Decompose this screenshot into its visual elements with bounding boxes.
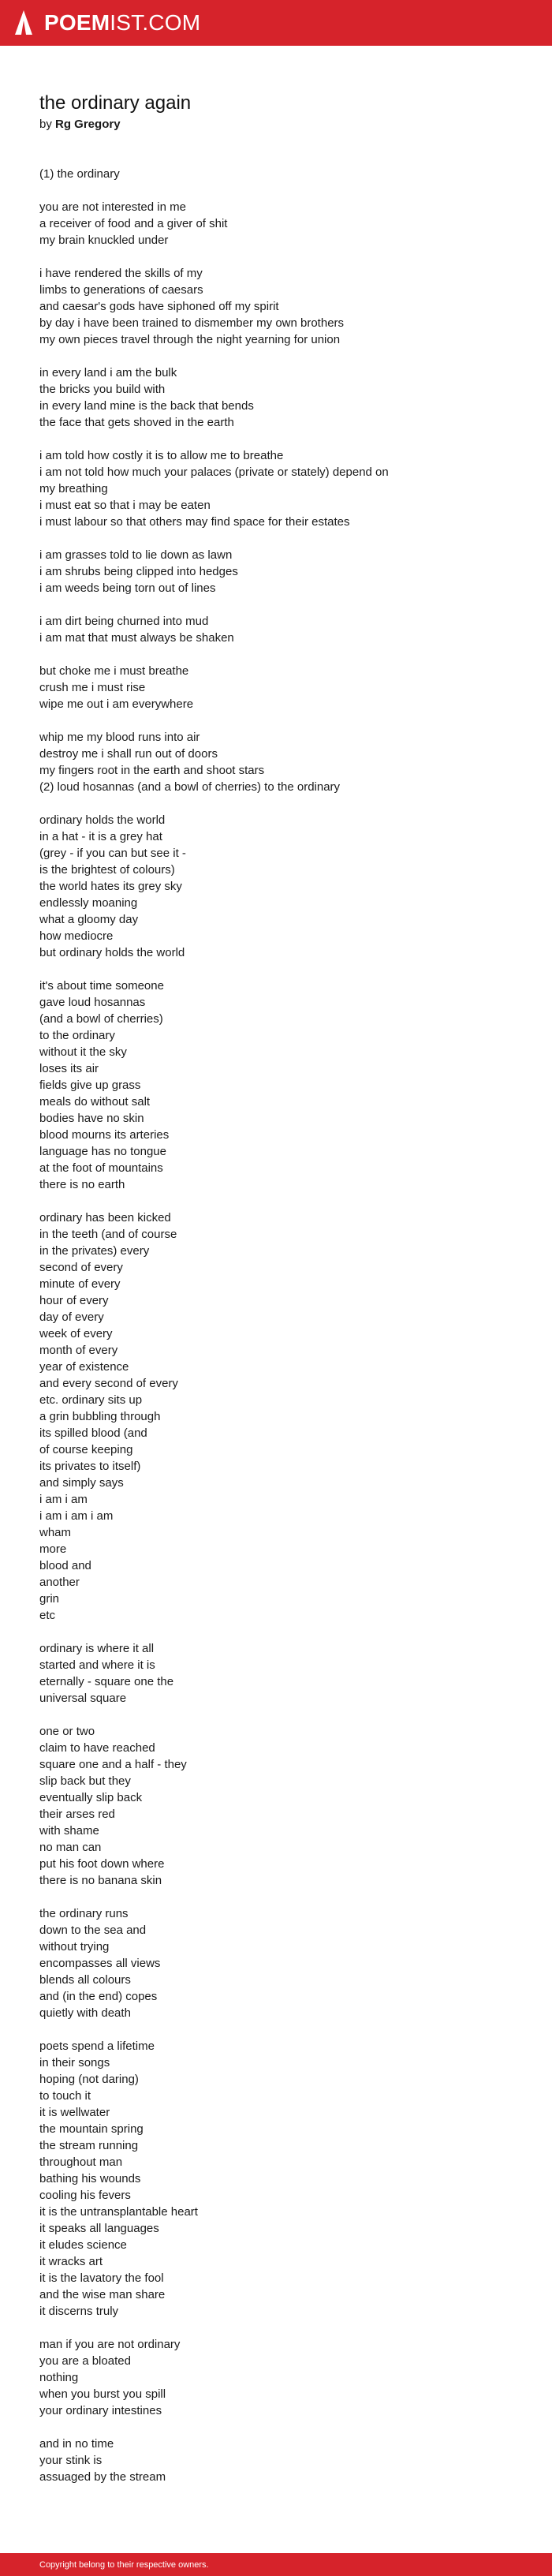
poem-line: ordinary is where it all [39, 1642, 155, 1655]
poem-line: a grin bubbling through [39, 1410, 161, 1423]
poem-line: there is no banana skin [39, 1874, 162, 1887]
poem-line: by day i have been trained to dismember my own brothers [39, 316, 345, 330]
poem-line: nothing [39, 2371, 79, 2384]
poem-stanza [39, 199, 528, 249]
poem-line: in the teeth (and of course [39, 1228, 177, 1241]
site-footer [0, 2553, 552, 2576]
poem-line: the face that gets shoved in the earth [39, 416, 234, 429]
poem-stanza [39, 663, 528, 712]
poem-line: without it the sky [39, 1045, 127, 1059]
poem-line: but choke me i must breathe [39, 664, 189, 678]
poem-line: slip back but they [39, 1774, 131, 1788]
poem-line: i am told how costly it is to allow me to breathe [39, 449, 284, 462]
poem-line: (2) loud hosannas (and a bowl of cherries) to the ordinary [39, 780, 341, 794]
poem-line: i am not told how much your palaces (private or stately) depend on [39, 465, 389, 479]
poem-line: blood and [39, 1559, 91, 1572]
poem-line: more [39, 1542, 67, 1556]
poem-line: square one and a half - they [39, 1758, 187, 1771]
poem-line: put his foot down where [39, 1857, 165, 1871]
poem-line: and caesar's gods have siphoned off my spirit [39, 300, 279, 313]
poem-line: when you burst you spill [39, 2387, 166, 2401]
poem-line: its privates to itself) [39, 1460, 141, 1473]
poem-line: gave loud hosannas [39, 996, 146, 1009]
poem-line: ordinary holds the world [39, 813, 166, 827]
poem-line: it discerns truly [39, 2305, 119, 2318]
poem-line: to touch it [39, 2089, 91, 2103]
poem-line: encompasses all views [39, 1957, 161, 1970]
poem-line: blood mourns its arteries [39, 1128, 170, 1142]
poem-line: and simply says [39, 1476, 124, 1490]
byline [39, 117, 528, 133]
logo-text [44, 9, 200, 37]
poem-line: without trying [39, 1940, 110, 1953]
poem-line: crush me i must rise [39, 681, 146, 694]
poem-line: fields give up grass [39, 1079, 141, 1092]
poem-line: started and where it is [39, 1658, 155, 1672]
poem-line: i am i am [39, 1493, 88, 1506]
poem-line: there is no earth [39, 1178, 125, 1191]
poem-line: the stream running [39, 2139, 139, 2152]
poem-line: my brain knuckled under [39, 234, 169, 247]
poem-stanza [39, 1640, 528, 1707]
poem-line: to the ordinary [39, 1029, 115, 1042]
poem-line: wipe me out i am everywhere [39, 697, 194, 711]
poem-stanza [39, 2436, 528, 2485]
poem-line: etc. ordinary sits up [39, 1393, 143, 1407]
poem-line: you are not interested in me [39, 200, 186, 214]
poem-line: your stink is [39, 2454, 103, 2467]
poem-line: is the brightest of colours) [39, 863, 175, 877]
poem-line: eternally - square one the [39, 1675, 174, 1688]
poem-line: (grey - if you can but see it - [39, 847, 186, 860]
poem-line: in every land i am the bulk [39, 366, 177, 379]
poem-line: man if you are not ordinary [39, 2338, 181, 2351]
site-logo[interactable] [14, 9, 200, 37]
poem-line: i am shrubs being clipped into hedges [39, 565, 238, 578]
poem-line: ordinary has been kicked [39, 1211, 171, 1224]
poem-stanza [39, 812, 528, 961]
poem-line: throughout man [39, 2155, 123, 2169]
poem-line: how mediocre [39, 929, 114, 943]
copyright-text: Copyright belong to their respective owners. [39, 2560, 209, 2570]
poem-line: i am weeds being torn out of lines [39, 581, 216, 595]
poem-line: hoping (not daring) [39, 2073, 139, 2086]
poem-line: i am mat that must always be shaken [39, 631, 234, 645]
poem-line: (1) the ordinary [39, 167, 120, 181]
poem-line: endlessly moaning [39, 896, 138, 910]
poem-line: no man can [39, 1841, 102, 1854]
poem-line: i must eat so that i may be eaten [39, 499, 211, 512]
logo-text-light: IST.COM [110, 10, 201, 35]
poem-line: wham [39, 1526, 72, 1539]
poem-line: loses its air [39, 1062, 99, 1075]
poem-line: i am dirt being churned into mud [39, 615, 209, 628]
poem-line: i am i am i am [39, 1509, 114, 1523]
poem-stanza [39, 2336, 528, 2419]
by-label: by [39, 118, 52, 131]
poem-line: with shame [39, 1824, 99, 1838]
poem-line: my fingers root in the earth and shoot stars [39, 764, 265, 777]
poem-line: it wracks art [39, 2255, 103, 2268]
poem-line: your ordinary intestines [39, 2404, 162, 2417]
poem-line: quietly with death [39, 2006, 131, 2020]
poem-line: at the foot of mountains [39, 1161, 163, 1175]
poem-stanza [39, 365, 528, 431]
poem-line: year of existence [39, 1360, 129, 1374]
poem-line: it is the lavatory the fool [39, 2271, 164, 2285]
poem-line: my breathing [39, 482, 108, 495]
poem-line: it eludes science [39, 2238, 127, 2252]
poem-line: claim to have reached [39, 1741, 155, 1755]
poem-line: cooling his fevers [39, 2189, 131, 2202]
poem-line: meals do without salt [39, 1095, 151, 1109]
poem-line: in every land mine is the back that bends [39, 399, 254, 413]
poem-line: grin [39, 1592, 60, 1606]
poem-stanza [39, 978, 528, 1193]
poem-line: i am grasses told to lie down as lawn [39, 548, 233, 562]
poem-stanza [39, 447, 528, 530]
poem-stanza [39, 1723, 528, 1889]
poem-stanza [39, 1905, 528, 2021]
poem-line: limbs to generations of caesars [39, 283, 203, 297]
poem-line: and every second of every [39, 1377, 178, 1390]
poem-stanza [39, 265, 528, 348]
poem-line: its spilled blood (and [39, 1426, 147, 1440]
poem-line: in the privates) every [39, 1244, 150, 1258]
poem-line: in their songs [39, 2056, 110, 2069]
poem-line: it is the untransplantable heart [39, 2205, 198, 2219]
poem-article [39, 92, 528, 2502]
poem-line: the ordinary runs [39, 1907, 129, 1920]
poem-line: in a hat - it is a grey hat [39, 830, 162, 843]
author-name[interactable]: Rg Gregory [55, 118, 121, 131]
poem-title: the ordinary again [39, 92, 192, 114]
poem-line: it is wellwater [39, 2106, 110, 2119]
poem-stanza [39, 547, 528, 596]
poem-line: it speaks all languages [39, 2222, 159, 2235]
poem-stanza [39, 1209, 528, 1624]
poem-line: and the wise man share [39, 2288, 166, 2301]
poem-line: another [39, 1576, 80, 1589]
poem-line: the world hates its grey sky [39, 880, 182, 893]
poem-line: the bricks you build with [39, 383, 166, 396]
site-header [0, 0, 552, 46]
poem-line: of course keeping [39, 1443, 133, 1456]
logo-text-bold: POEM [44, 10, 110, 35]
poem-line: what a gloomy day [39, 913, 139, 926]
poem-line: universal square [39, 1692, 127, 1705]
poem-line: blends all colours [39, 1973, 131, 1987]
poem-line: second of every [39, 1261, 123, 1274]
poem-line: bodies have no skin [39, 1112, 144, 1125]
poem-line: (and a bowl of cherries) [39, 1012, 163, 1026]
poem-line: and in no time [39, 2437, 114, 2451]
poem-line: week of every [39, 1327, 113, 1340]
poem-line: and (in the end) copes [39, 1990, 158, 2003]
poem-line: etc [39, 1609, 56, 1622]
poem-line: poets spend a lifetime [39, 2039, 155, 2053]
poem-stanza [39, 729, 528, 795]
poem-line: the mountain spring [39, 2122, 144, 2136]
poem-line: month of every [39, 1344, 118, 1357]
poem-line: language has no tongue [39, 1145, 166, 1158]
poem-line: destroy me i shall run out of doors [39, 747, 218, 761]
poem-line: down to the sea and [39, 1924, 147, 1937]
poem-body [39, 166, 528, 2485]
poem-line: a receiver of food and a giver of shit [39, 217, 228, 230]
poem-line: it's about time someone [39, 979, 164, 993]
poem-line: i have rendered the skills of my [39, 267, 203, 280]
poem-stanza [39, 2038, 528, 2320]
poem-line: my own pieces travel through the night yearning for union [39, 333, 341, 346]
poem-line: you are a bloated [39, 2354, 131, 2368]
poem-stanza [39, 613, 528, 646]
poem-line: day of every [39, 1310, 104, 1324]
pen-nib-icon [14, 9, 33, 36]
poem-line: one or two [39, 1725, 95, 1738]
poem-line: minute of every [39, 1277, 121, 1291]
poem-line: hour of every [39, 1294, 109, 1307]
poem-line: bathing his wounds [39, 2172, 141, 2185]
poem-line: their arses red [39, 1808, 115, 1821]
poem-line: i must labour so that others may find space for their estates [39, 515, 350, 529]
poem-stanza [39, 166, 528, 182]
poem-line: whip me my blood runs into air [39, 731, 200, 744]
poem-line: but ordinary holds the world [39, 946, 185, 959]
poem-line: eventually slip back [39, 1791, 143, 1804]
poem-line: assuaged by the stream [39, 2470, 166, 2484]
